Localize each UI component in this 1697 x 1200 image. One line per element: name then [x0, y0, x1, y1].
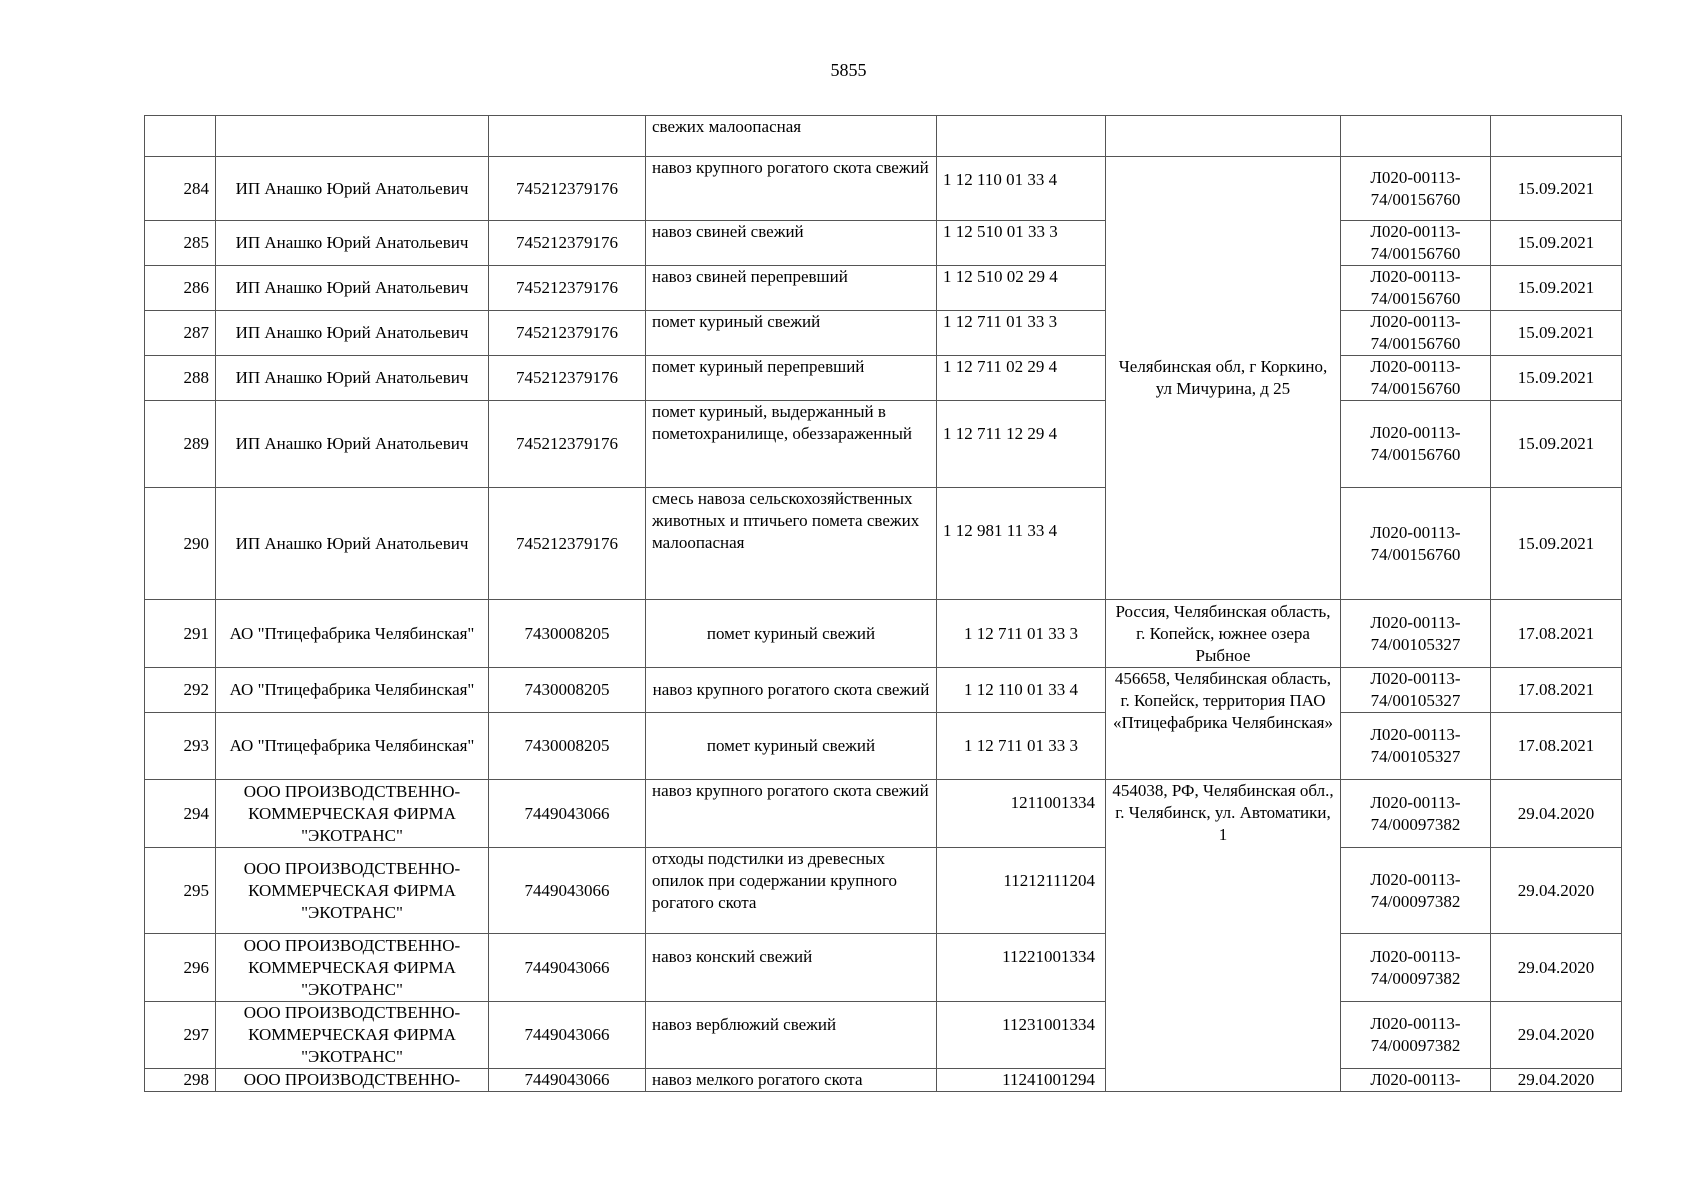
site-address: 456658, Челябинская область, г. Копейск, территория ПАО «Птицефабрика Челябинская»	[1106, 668, 1341, 780]
license-number: Л020-00113-74/00097382	[1341, 780, 1491, 848]
license-number: Л020-00113-74/00105327	[1341, 668, 1491, 713]
waste-name: навоз конский свежий	[646, 934, 937, 1002]
waste-name: помет куриный свежий	[646, 713, 937, 780]
license-number: Л020-00113-74/00156760	[1341, 157, 1491, 221]
license-date: 17.08.2021	[1491, 600, 1622, 668]
table-row	[145, 1002, 1622, 1069]
fkko-code: 1 12 711 12 29 4	[937, 401, 1106, 488]
table-row	[145, 780, 1622, 848]
waste-name: свежих малоопасная	[646, 116, 937, 157]
inn-value: 7430008205	[489, 713, 646, 780]
inn-value	[489, 116, 646, 157]
row-number: 290	[145, 488, 216, 600]
row-number: 289	[145, 401, 216, 488]
organization-name: ИП Анашко Юрий Анатольевич	[216, 311, 489, 356]
fkko-code: 11221001334	[937, 934, 1106, 1002]
waste-name: навоз свиней перепревший	[646, 266, 937, 311]
row-number: 288	[145, 356, 216, 401]
waste-name: отходы подстилки из древесных опилок при содержании крупного рогатого скота	[646, 848, 937, 934]
table-row	[145, 488, 1622, 600]
organization-name: ИП Анашко Юрий Анатольевич	[216, 401, 489, 488]
inn-value: 7449043066	[489, 934, 646, 1002]
organization-name: ООО ПРОИЗВОДСТВЕННО-КОММЕРЧЕСКАЯ ФИРМА "ЭКОТРАНС"	[216, 780, 489, 848]
inn-value: 745212379176	[489, 266, 646, 311]
waste-name: помет куриный, выдержанный в пометохранилище, обеззараженный	[646, 401, 937, 488]
organization-name: АО "Птицефабрика Челябинская"	[216, 600, 489, 668]
fkko-code: 1 12 711 01 33 3	[937, 713, 1106, 780]
fkko-code: 1 12 510 01 33 3	[937, 221, 1106, 266]
inn-value: 745212379176	[489, 401, 646, 488]
waste-name: навоз крупного рогатого скота свежий	[646, 668, 937, 713]
inn-value: 7449043066	[489, 848, 646, 934]
waste-registry-table	[144, 115, 1622, 1092]
license-date: 15.09.2021	[1491, 311, 1622, 356]
license-number: Л020-00113-	[1341, 1069, 1491, 1092]
license-date: 15.09.2021	[1491, 356, 1622, 401]
table-row	[145, 116, 1622, 157]
fkko-code	[937, 116, 1106, 157]
table-row	[145, 713, 1622, 780]
license-number: Л020-00113-74/00156760	[1341, 266, 1491, 311]
fkko-code: 1 12 981 11 33 4	[937, 488, 1106, 600]
waste-name: навоз крупного рогатого скота свежий	[646, 157, 937, 221]
row-number: 286	[145, 266, 216, 311]
license-number: Л020-00113-74/00156760	[1341, 488, 1491, 600]
license-date: 29.04.2020	[1491, 1002, 1622, 1069]
table-row	[145, 668, 1622, 713]
license-number: Л020-00113-74/00156760	[1341, 221, 1491, 266]
inn-value: 7430008205	[489, 668, 646, 713]
inn-value: 7449043066	[489, 1002, 646, 1069]
table-row	[145, 934, 1622, 1002]
license-number: Л020-00113-74/00105327	[1341, 713, 1491, 780]
waste-name: смесь навоза сельскохозяйственных животных и птичьего помета свежих малоопасная	[646, 488, 937, 600]
license-date: 15.09.2021	[1491, 266, 1622, 311]
inn-value: 745212379176	[489, 356, 646, 401]
table-row	[145, 157, 1622, 221]
table-row	[145, 401, 1622, 488]
table-row	[145, 1069, 1622, 1092]
organization-name: ИП Анашко Юрий Анатольевич	[216, 157, 489, 221]
inn-value: 7430008205	[489, 600, 646, 668]
row-number	[145, 116, 216, 157]
license-date	[1491, 116, 1622, 157]
row-number: 295	[145, 848, 216, 934]
license-date: 17.08.2021	[1491, 668, 1622, 713]
site-address: 454038, РФ, Челябинская обл., г. Челябинск, ул. Автоматики, 1	[1106, 780, 1341, 1092]
table-row	[145, 221, 1622, 266]
fkko-code: 11231001334	[937, 1002, 1106, 1069]
inn-value: 745212379176	[489, 311, 646, 356]
fkko-code: 11212111204	[937, 848, 1106, 934]
waste-name: помет куриный перепревший	[646, 356, 937, 401]
table-row	[145, 356, 1622, 401]
organization-name: ООО ПРОИЗВОДСТВЕННО-КОММЕРЧЕСКАЯ ФИРМА "ЭКОТРАНС"	[216, 934, 489, 1002]
fkko-code: 1 12 711 02 29 4	[937, 356, 1106, 401]
organization-name: ИП Анашко Юрий Анатольевич	[216, 356, 489, 401]
organization-name: ИП Анашко Юрий Анатольевич	[216, 488, 489, 600]
row-number: 296	[145, 934, 216, 1002]
license-date: 29.04.2020	[1491, 848, 1622, 934]
table-row	[145, 848, 1622, 934]
organization-name: ООО ПРОИЗВОДСТВЕННО-КОММЕРЧЕСКАЯ ФИРМА "ЭКОТРАНС"	[216, 1002, 489, 1069]
site-address	[1106, 116, 1341, 157]
waste-name: помет куриный свежий	[646, 311, 937, 356]
page-number: 5855	[830, 60, 867, 80]
organization-name	[216, 116, 489, 157]
license-date: 29.04.2020	[1491, 1069, 1622, 1092]
license-date: 15.09.2021	[1491, 488, 1622, 600]
license-number: Л020-00113-74/00156760	[1341, 356, 1491, 401]
fkko-code: 1 12 110 01 33 4	[937, 668, 1106, 713]
fkko-code: 1 12 110 01 33 4	[937, 157, 1106, 221]
organization-name: АО "Птицефабрика Челябинская"	[216, 668, 489, 713]
waste-name: навоз крупного рогатого скота свежий	[646, 780, 937, 848]
license-date: 15.09.2021	[1491, 157, 1622, 221]
row-number: 284	[145, 157, 216, 221]
fkko-code: 11241001294	[937, 1069, 1106, 1092]
row-number: 293	[145, 713, 216, 780]
fkko-code: 1 12 510 02 29 4	[937, 266, 1106, 311]
row-number: 294	[145, 780, 216, 848]
license-date: 15.09.2021	[1491, 221, 1622, 266]
site-address: Россия, Челябинская область, г. Копейск, южнее озера Рыбное	[1106, 600, 1341, 668]
license-number: Л020-00113-74/00156760	[1341, 311, 1491, 356]
organization-name: ИП Анашко Юрий Анатольевич	[216, 266, 489, 311]
organization-name: ООО ПРОИЗВОДСТВЕННО-КОММЕРЧЕСКАЯ ФИРМА "ЭКОТРАНС"	[216, 848, 489, 934]
row-number: 297	[145, 1002, 216, 1069]
inn-value: 745212379176	[489, 157, 646, 221]
license-date: 29.04.2020	[1491, 934, 1622, 1002]
license-date: 29.04.2020	[1491, 780, 1622, 848]
fkko-code: 1 12 711 01 33 3	[937, 311, 1106, 356]
organization-name: АО "Птицефабрика Челябинская"	[216, 713, 489, 780]
inn-value: 7449043066	[489, 1069, 646, 1092]
license-date: 15.09.2021	[1491, 401, 1622, 488]
row-number: 287	[145, 311, 216, 356]
waste-name: навоз верблюжий свежий	[646, 1002, 937, 1069]
waste-name: помет куриный свежий	[646, 600, 937, 668]
waste-name: навоз мелкого рогатого скота	[646, 1069, 937, 1092]
table-row	[145, 600, 1622, 668]
license-number: Л020-00113-74/00105327	[1341, 600, 1491, 668]
license-number: Л020-00113-74/00097382	[1341, 848, 1491, 934]
inn-value: 745212379176	[489, 221, 646, 266]
organization-name: ООО ПРОИЗВОДСТВЕННО-	[216, 1069, 489, 1092]
inn-value: 745212379176	[489, 488, 646, 600]
license-number: Л020-00113-74/00156760	[1341, 401, 1491, 488]
row-number: 291	[145, 600, 216, 668]
table-row	[145, 311, 1622, 356]
organization-name: ИП Анашко Юрий Анатольевич	[216, 221, 489, 266]
license-number: Л020-00113-74/00097382	[1341, 934, 1491, 1002]
license-number: Л020-00113-74/00097382	[1341, 1002, 1491, 1069]
waste-name: навоз свиней свежий	[646, 221, 937, 266]
table-row	[145, 266, 1622, 311]
license-date: 17.08.2021	[1491, 713, 1622, 780]
row-number: 285	[145, 221, 216, 266]
fkko-code: 1 12 711 01 33 3	[937, 600, 1106, 668]
fkko-code: 1211001334	[937, 780, 1106, 848]
row-number: 298	[145, 1069, 216, 1092]
inn-value: 7449043066	[489, 780, 646, 848]
site-address: Челябинская обл, г Коркино, ул Мичурина, д 25	[1106, 157, 1341, 600]
license-number	[1341, 116, 1491, 157]
row-number: 292	[145, 668, 216, 713]
